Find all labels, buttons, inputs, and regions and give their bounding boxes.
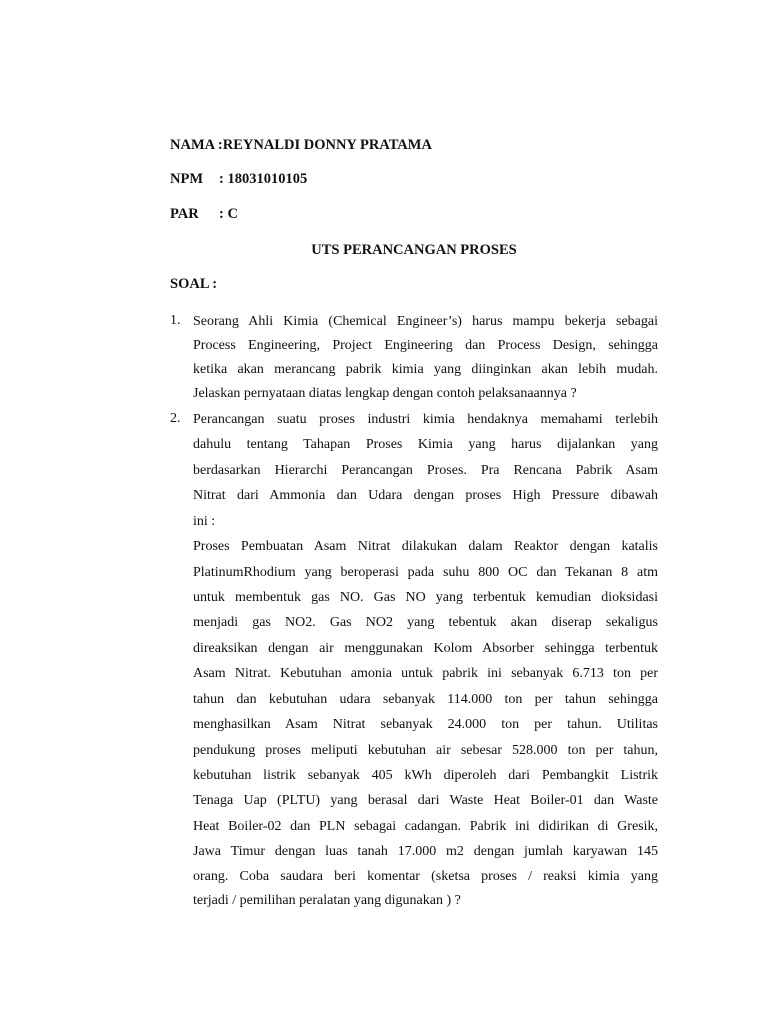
question-2-line: PlatinumRhodium yang beroperasi pada suhu 800 OC dan Tekanan 8 atm	[193, 565, 658, 580]
question-2-line: menghasilkan Asam Nitrat sebanyak 24.000 ton per tahun. Utilitas	[193, 717, 658, 732]
question-2-line: tahun dan kebutuhan udara sebanyak 114.000 ton per tahun sehingga	[193, 692, 658, 707]
nama-line	[170, 137, 432, 154]
nama-label: NAMA :	[170, 137, 223, 153]
question-2-line: pendukung proses meliputi kebutuhan air sebesar 528.000 ton per tahun,	[193, 743, 658, 758]
question-1-line: Jelaskan pernyataan diatas lengkap dengan contoh pelaksanaannya ?	[193, 386, 577, 401]
question-2-line: menjadi gas NO2. Gas NO2 yang tebentuk akan diserap sekaligus	[193, 615, 658, 630]
par-label: PAR	[170, 206, 199, 222]
question-2-line: Proses Pembuatan Asam Nitrat dilakukan dalam Reaktor dengan katalis	[193, 539, 658, 554]
npm-label: NPM	[170, 171, 204, 187]
par-value: : C	[219, 206, 238, 222]
npm-line	[170, 171, 307, 188]
question-2-line: dahulu tentang Tahapan Proses Kimia yang harus dijalankan yang	[193, 437, 658, 452]
question-2-line: terjadi / pemilihan peralatan yang digunakan ) ?	[193, 893, 461, 908]
npm-value: : 18031010105	[219, 171, 308, 187]
question-2-line: Tenaga Uap (PLTU) yang berasal dari Waste Heat Boiler-01 dan Waste	[193, 793, 658, 808]
question-2-line: Heat Boiler-02 dan PLN sebagai cadangan. Pabrik ini didirikan di Gresik,	[193, 819, 658, 834]
question-1-line: Seorang Ahli Kimia (Chemical Engineer’s) harus mampu bekerja sebagai	[193, 314, 658, 329]
question-2-line: berdasarkan Hierarchi Perancangan Proses. Pra Rencana Pabrik Asam	[193, 463, 658, 478]
question-1-number: 1.	[170, 313, 181, 328]
question-2-line: Nitrat dari Ammonia dan Udara dengan proses High Pressure dibawah	[193, 488, 658, 503]
soal-label: SOAL :	[170, 276, 218, 292]
question-2-line: Jawa Timur dengan luas tanah 17.000 m2 dengan jumlah karyawan 145	[193, 844, 658, 859]
par-line	[170, 206, 238, 223]
question-2-line: kebutuhan listrik sebanyak 405 kWh diperoleh dari Pembangkit Listrik	[193, 768, 658, 783]
question-2-line: direaksikan dengan air menggunakan Kolom Absorber sehingga terbentuk	[193, 641, 658, 656]
question-2-line: untuk membentuk gas NO. Gas NO yang terbentuk kemudian dioksidasi	[193, 590, 658, 605]
question-1-line: ketika akan merancang pabrik kimia yang diinginkan akan lebih mudah.	[193, 362, 658, 377]
question-2-number: 2.	[170, 411, 181, 426]
question-2-line: ini :	[193, 514, 216, 529]
question-2-line: Asam Nitrat. Kebutuhan amonia untuk pabrik ini sebanyak 6.713 ton per	[193, 666, 658, 681]
document-title: UTS PERANCANGAN PROSES	[311, 242, 517, 258]
nama-value: REYNALDI DONNY PRATAMA	[222, 137, 432, 153]
question-2-line: orang. Coba saudara beri komentar (sketsa proses / reaksi kimia yang	[193, 869, 658, 884]
question-1-line: Process Engineering, Project Engineering dan Process Design, sehingga	[193, 338, 658, 353]
question-2-line: Perancangan suatu proses industri kimia hendaknya memahami terlebih	[193, 412, 658, 427]
